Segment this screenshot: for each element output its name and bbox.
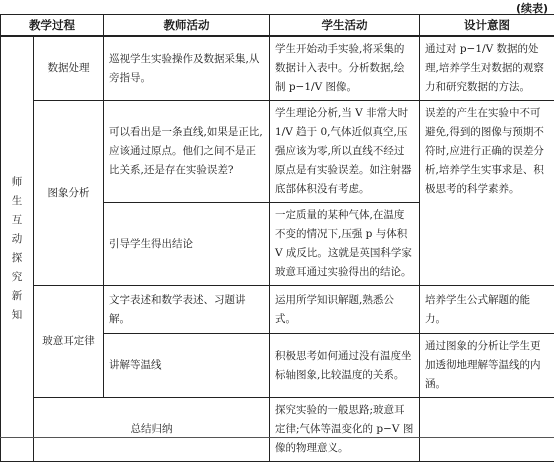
boyle-intent-cell-2: 通过图象的分析让学生更加透彻地理解等温线的内涵。 — [420, 334, 554, 398]
boyle-intent-cell-1: 培养学生公式解题的能力。 — [420, 286, 554, 334]
header-intent: 设计意图 — [420, 15, 554, 37]
header-process: 教学过程 — [1, 15, 104, 37]
page-bottom-rule — [0, 437, 554, 438]
data-student-cell: 学生开始动手实验,将采集的数据计入表中。分析数据,绘制 p−1/V 图像。 — [270, 36, 420, 101]
graph-student-cell-2: 一定质量的某种气体,在温度不变的情况下,压强 p 与体积 V 成反比。这就是英国科学家玻意耳通过实验得出的结论。 — [270, 203, 420, 286]
boyle-teacher-cell-2: 讲解等温线 — [104, 334, 270, 398]
data-intent-cell: 通过对 p−1/V 数据的处理,培养学生对数据的观察力和研究数据的方法。 — [420, 36, 554, 101]
table-header-row — [1, 15, 554, 37]
boyle-teacher-cell-1: 文字表述和数学表述、习题讲解。 — [104, 286, 270, 334]
header-teacher: 教师活动 — [104, 15, 270, 37]
graph-teacher-cell-1: 可以看出是一条直线,如果是正比,应该通过原点。他们之间不是正比关系,还是存在实验误差? — [104, 101, 270, 203]
graph-intent-cell: 误差的产生在实验中不可避免,得到的图像与预期不符时,应进行正确的误差分析,培养学生实事求是、积极思考的科学素养。 — [420, 101, 554, 286]
summary-student-cell — [420, 398, 554, 462]
header-student: 学生活动 — [270, 15, 420, 37]
table-row — [1, 286, 554, 334]
section-graph-name: 图象分析 — [34, 101, 104, 286]
table-row — [1, 398, 554, 462]
boyle-student-cell-1: 运用所学知识解题,熟悉公式。 — [270, 286, 420, 334]
section-boyle-name: 玻意耳定律 — [34, 286, 104, 398]
graph-student-cell-1: 学生理论分析,当 V 非常大时 1/V 趋于 0,气体近似真空,压强应该为零,所以直线不经过原点是有实验误差。如注射器底部体积没有考虑。 — [270, 101, 420, 203]
summary-name: 总结归纳 — [34, 398, 270, 462]
summary-teacher-cell: 探究实验的一般思路;玻意耳定律;气体等温变化的 p−V 图像的物理意义。 — [270, 398, 420, 462]
data-teacher-cell: 巡视学生实验操作及数据采集,从旁指导。 — [104, 36, 270, 101]
phase-cell — [1, 36, 34, 462]
table-row — [1, 101, 554, 203]
boyle-student-cell-2: 积极思考如何通过没有温度坐标轴图象,比较温度的关系。 — [270, 334, 420, 398]
lesson-plan-table — [0, 14, 554, 462]
phase-label: 师生互动探究新知 — [11, 173, 23, 325]
continued-label: (续表) — [516, 0, 548, 16]
section-data-name: 数据处理 — [34, 36, 104, 101]
table-row — [1, 36, 554, 101]
graph-teacher-cell-2: 引导学生得出结论 — [104, 203, 270, 286]
